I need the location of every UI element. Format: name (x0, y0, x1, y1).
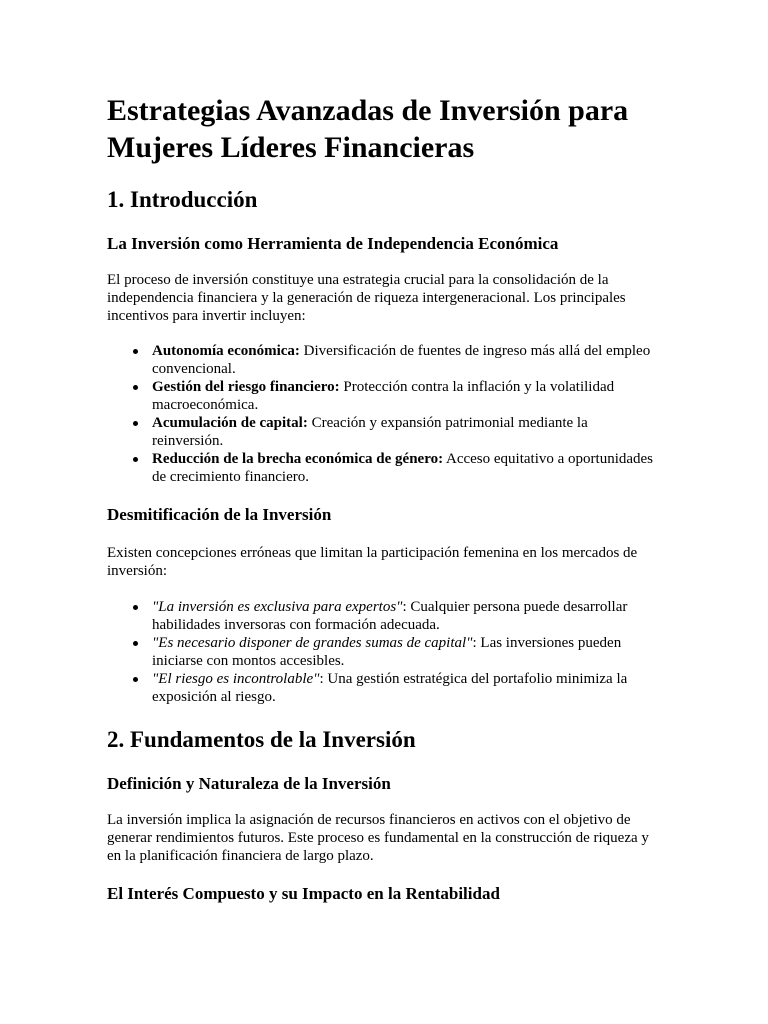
section-heading-fundamentos: 2. Fundamentos de la Inversión (107, 727, 416, 752)
list-item-term: Reducción de la brecha económica de género: (152, 451, 444, 467)
incentives-list (107, 342, 662, 486)
list-item-quote: "La inversión es exclusiva para expertos" (152, 599, 403, 615)
subsection-heading-definicion: Definición y Naturaleza de la Inversión (107, 774, 391, 793)
subsection-heading-desmitificacion: Desmitificación de la Inversión (107, 505, 332, 524)
list-item-text: Protección contra la inflación y la volatilidad macroeconómica. (152, 379, 615, 413)
list-item-text: Acceso equitativo a oportunidades de crecimiento financiero. (152, 451, 654, 485)
list-item (152, 342, 662, 378)
list-item-text: Creación y expansión patrimonial mediante la reinversión. (152, 415, 588, 449)
list-item-quote: "Es necesario disponer de grandes sumas de capital" (152, 635, 473, 651)
subsection-heading-interes-compuesto: El Interés Compuesto y su Impacto en la Rentabilidad (107, 884, 500, 903)
list-item-text: : Las inversiones pueden iniciarse con montos accesibles. (152, 635, 622, 669)
list-item (152, 598, 662, 634)
paragraph-concepciones-erroneas: Existen concepciones erróneas que limitan la participación femenina en los mercados de inversión: (107, 545, 638, 579)
paragraph-proceso-inversion: El proceso de inversión constituye una estrategia crucial para la consolidación de la independencia financiera y la generación de riqueza intergeneracional. Los principales incentivos para invertir incluyen: (107, 272, 626, 324)
paragraph-definicion-inversion: La inversión implica la asignación de recursos financieros en activos con el objetivo de generar rendimientos futuros. Este proceso es fundamental en la construcción de riqueza y en la planificación financiera de largo plazo. (107, 812, 649, 864)
list-item-text: : Cualquier persona puede desarrollar habilidades inversoras con formación adecuada. (152, 599, 628, 633)
list-item (152, 634, 662, 670)
list-item (152, 378, 662, 414)
document-title: Estrategias Avanzadas de Inversión para Mujeres Líderes Financieras (107, 94, 629, 164)
myths-list (107, 598, 662, 706)
section-heading-introduccion: 1. Introducción (107, 187, 258, 212)
list-item (152, 414, 662, 450)
subsection-heading-independencia: La Inversión como Herramienta de Independencia Económica (107, 234, 559, 253)
list-item (152, 670, 662, 706)
list-item-text: : Una gestión estratégica del portafolio minimiza la exposición al riesgo. (152, 671, 628, 705)
list-item-term: Gestión del riesgo financiero: (152, 379, 340, 395)
list-item (152, 450, 662, 486)
list-item-text: Diversificación de fuentes de ingreso más allá del empleo convencional. (152, 343, 651, 377)
list-item-term: Autonomía económica: (152, 343, 300, 359)
list-item-term: Acumulación de capital: (152, 415, 308, 431)
list-item-quote: "El riesgo es incontrolable" (152, 671, 320, 687)
